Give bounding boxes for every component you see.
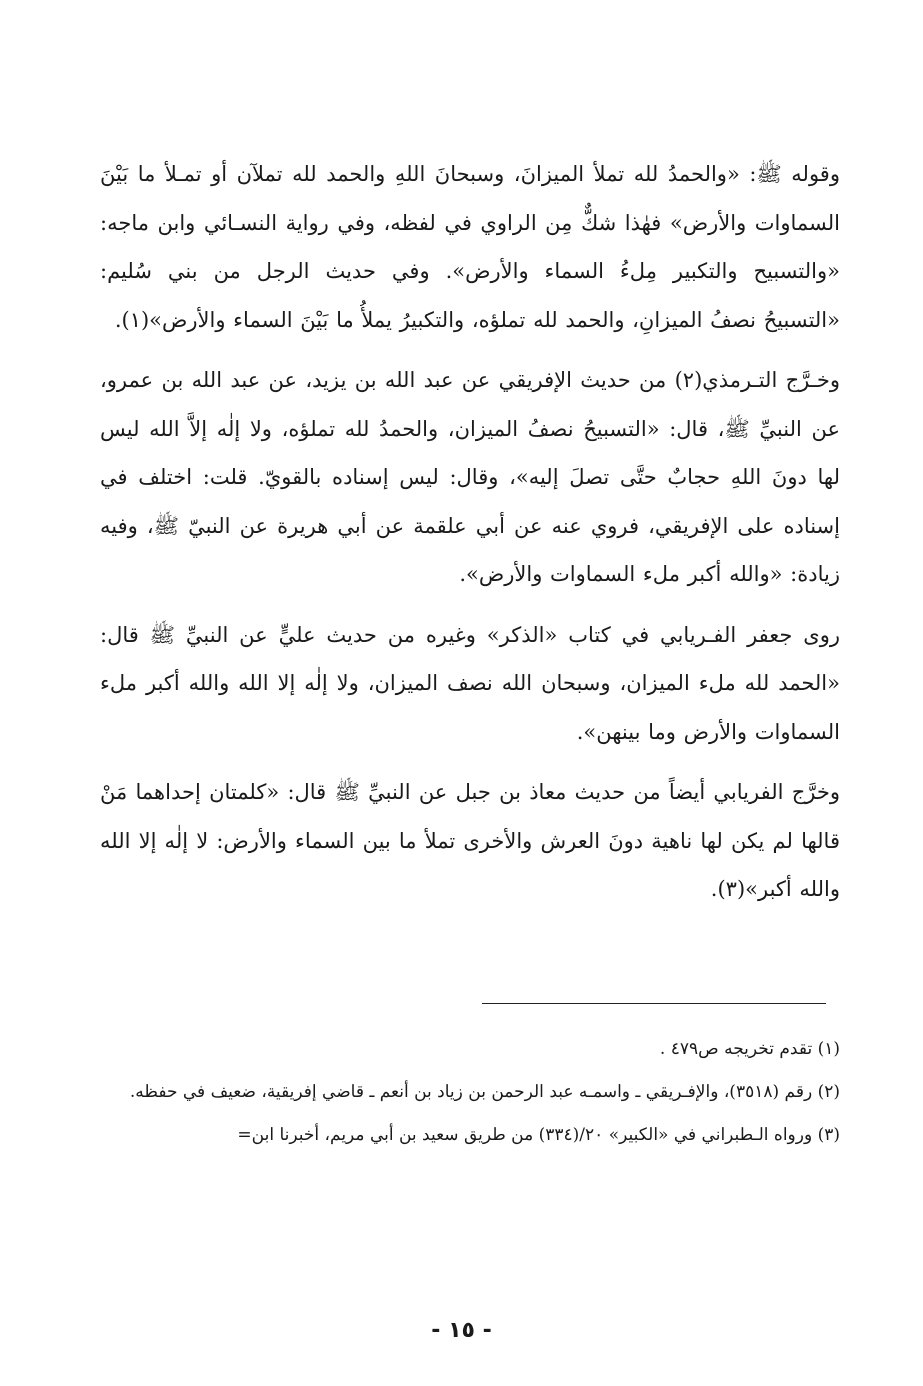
footnote-3: (٣) ورواه الـطبراني في «الكبير» ٢٠/(٣٣٤) من طريق سعيد بن أبي مريم، أخبرنا ابن= xyxy=(237,1125,840,1145)
footnote-1: (١) تقدم تخريجه ص٤٧٩ . xyxy=(659,1039,840,1059)
footnote-divider xyxy=(482,1003,826,1004)
footnote-2: (٢) رقم (٣٥١٨)، والإفـريقي ـ واسمـه عبد الرحمن بن زياد بن أنعم ـ قاضي إفريقية، ضعيف في حفظه. xyxy=(129,1082,840,1102)
paragraph-1: وقوله ﷺ: «والحمدُ لله تملأ الميزانَ، وسبحانَ اللهِ والحمد لله تملآن أو تمـلأ ما بَيْنَ السماوات والأرض» فهٰذا شكٌّ مِن الراوي في لفظه، وفي رواية النسـائي وابن ماجه: «والتسبيح والتكبير مِلءُ السماء والأرض». وفي حديث الرجل من بني سُليم: «التسبيحُ نصفُ الميزانِ، والحمد لله تملؤه، والتكبيرُ يملأُ ما بَيْنَ السماء والأرض»(١). xyxy=(100,162,840,332)
paragraph-2: وخـرَّج التـرمذي(٢) من حديث الإفريقي عن عبد الله بن يزيد، عن عبد الله بن عمرو، عن النبيِّ ﷺ، قال: «التسبيحُ نصفُ الميزان، والحمدُ لله تملؤه، ولا إلٰه إلاَّ الله ليس لها دونَ اللهِ حجابٌ حتَّى تصلَ إليه»، وقال: ليس إسناده بالقويّ. قلت: اختلف في إسناده على الإفريقي، فروي عنه عن أبي علقمة عن أبي هريرة عن النبيّ ﷺ، وفيه زيادة: «والله أكبر ملء السماوات والأرض». xyxy=(100,368,840,586)
page-number: - ١٥ - xyxy=(431,1318,492,1343)
main-text xyxy=(100,150,840,926)
paragraph-3: روى جعفر الفـريابي في كتاب «الذكر» وغيره من حديث عليٍّ عن النبيِّ ﷺ قال: «الحمد لله ملء الميزان، وسبحان الله نصف الميزان، ولا إلٰه إلا الله والله أكبر ملء السماوات والأرض وما بينهن». xyxy=(100,622,840,744)
footnotes xyxy=(100,1032,840,1161)
paragraph-4: وخرَّج الفريابي أيضاً من حديث معاذ بن جبل عن النبيِّ ﷺ قال: «كلمتان إحداهما مَنْ قالها لم يكن لها ناهية دونَ العرش والأخرى تملأ ما بين السماء والأرض: لا إلٰه إلا الله والله أكبر»(٣). xyxy=(100,780,840,901)
